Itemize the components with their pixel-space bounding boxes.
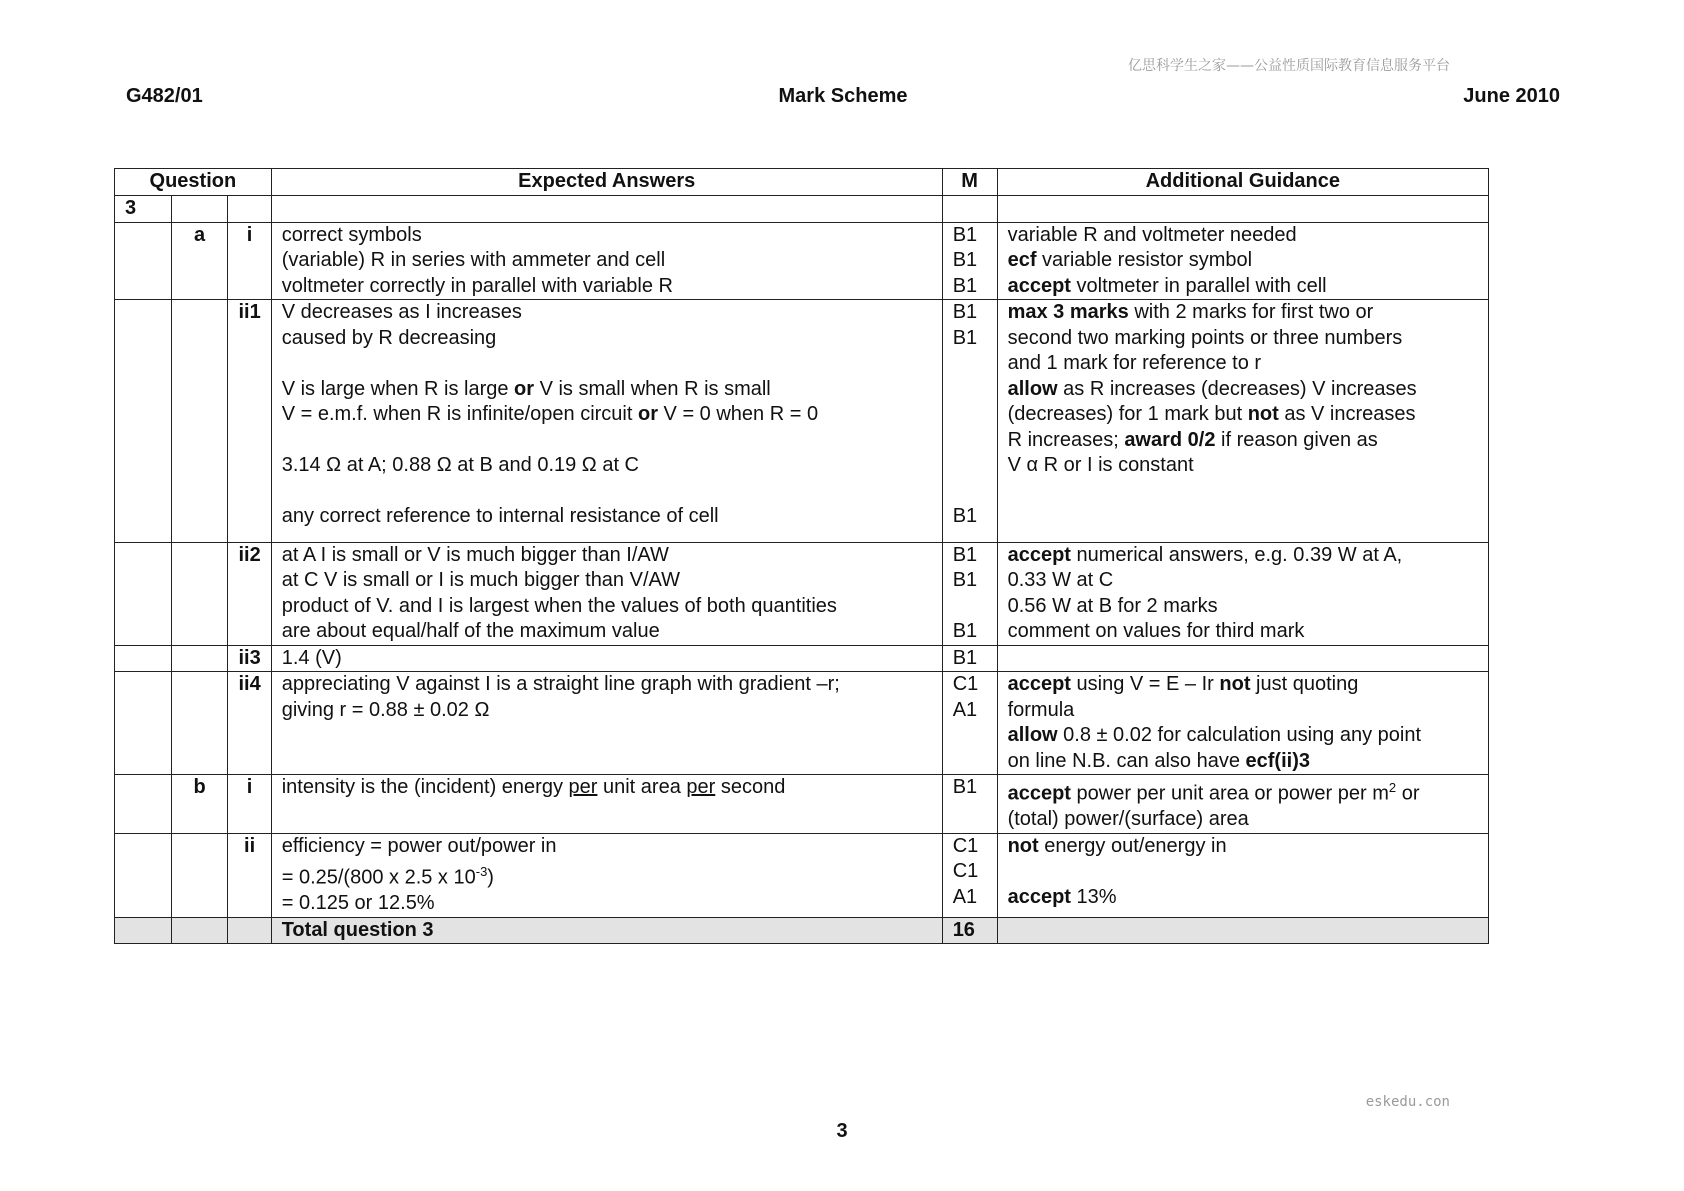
header-additional-guidance: Additional Guidance — [997, 169, 1488, 196]
answer-line: at C V is small or I is much bigger than V/AW — [281, 569, 680, 591]
answer-line: caused by R decreasing — [281, 326, 497, 349]
guidance-cell — [997, 775, 1488, 834]
guidance-keyword: not — [1219, 673, 1251, 695]
answer-underlined: per — [568, 776, 598, 798]
guidance-text: R increases; — [1007, 428, 1125, 451]
answer-line: correct symbols — [281, 223, 422, 246]
empty-cell — [115, 542, 172, 645]
guidance-text: 0.8 ± 0.02 for calculation using any point — [1057, 724, 1422, 746]
mark: B1 — [952, 301, 978, 323]
mark: C1 — [952, 673, 979, 695]
answer-keyword: or — [637, 403, 658, 425]
table-row — [115, 300, 1489, 543]
answer-text: = 0.25/(800 x 2.5 x 10 — [281, 866, 476, 889]
watermark-top: 亿思科学生之家——公益性质国际教育信息服务平台 — [1128, 58, 1450, 74]
answer-line — [282, 859, 932, 891]
empty-cell — [171, 917, 228, 944]
subpart-label: ii — [228, 833, 271, 917]
empty-cell — [942, 196, 997, 223]
guidance-text: on line N.B. can also have — [1007, 749, 1246, 772]
guidance-keyword: award 0/2 — [1124, 428, 1216, 451]
table-header-row — [115, 169, 1489, 196]
guidance-keyword: accept — [1007, 885, 1071, 908]
header-marks: M — [942, 169, 997, 196]
guidance-line — [1008, 749, 1478, 775]
answer-line: V decreases as I increases — [281, 301, 522, 323]
empty-cell — [115, 672, 172, 775]
page-header — [126, 85, 1560, 111]
table-row — [115, 645, 1489, 672]
page-title: Mark Scheme — [778, 85, 908, 107]
answer-text: second — [715, 776, 786, 798]
mark: B1 — [952, 543, 978, 566]
guidance-cell — [997, 542, 1488, 645]
guidance-keyword: accept — [1007, 673, 1071, 695]
empty-cell — [171, 645, 228, 672]
answer-line: 3.14 Ω at A; 0.88 Ω at B and 0.19 Ω at C — [281, 454, 639, 476]
marks-cell — [942, 672, 997, 775]
spacer — [953, 377, 987, 403]
guidance-line — [1008, 775, 1478, 807]
answer-cell — [271, 300, 942, 543]
guidance-keyword: allow — [1007, 724, 1058, 746]
marks-cell — [942, 645, 997, 672]
empty-cell — [271, 196, 942, 223]
answer-keyword: or — [514, 377, 535, 400]
guidance-line: variable R and voltmeter needed — [1007, 223, 1297, 246]
guidance-line: V α R or I is constant — [1007, 454, 1194, 476]
guidance-line: 0.56 W at B for 2 marks — [1007, 594, 1218, 617]
answer-line: appreciating V against I is a straight line graph with gradient –r; — [281, 673, 840, 695]
answer-line — [282, 377, 932, 403]
header-expected-answers: Expected Answers — [271, 169, 942, 196]
guidance-line — [1008, 543, 1478, 569]
spacer — [282, 479, 932, 505]
answer-line: efficiency = power out/power in — [281, 834, 557, 857]
subpart-label: ii2 — [228, 542, 271, 645]
table-row — [115, 542, 1489, 645]
marks-cell — [942, 775, 997, 834]
empty-cell — [997, 645, 1488, 672]
answer-cell — [271, 542, 942, 645]
guidance-text: (decreases) for 1 mark but — [1007, 403, 1248, 425]
guidance-cell — [997, 222, 1488, 300]
empty-cell — [115, 645, 172, 672]
guidance-text: as V increases — [1278, 403, 1416, 425]
exam-date: June 2010 — [1463, 85, 1560, 107]
guidance-line — [1008, 300, 1478, 326]
marks-cell — [942, 222, 997, 300]
guidance-text: if reason given as — [1215, 428, 1378, 451]
answer-text: V is large when R is large — [281, 377, 515, 400]
marks-cell — [942, 542, 997, 645]
answer-text: V = e.m.f. when R is infinite/open circuit — [281, 403, 638, 425]
subpart-label: i — [228, 775, 271, 834]
guidance-cell — [997, 300, 1488, 543]
guidance-cell — [997, 672, 1488, 775]
table-row — [115, 833, 1489, 917]
mark: B1 — [952, 274, 978, 297]
empty-cell — [228, 196, 271, 223]
guidance-line — [1008, 274, 1478, 300]
spacer — [953, 453, 987, 479]
empty-cell — [171, 672, 228, 775]
guidance-line — [1008, 377, 1478, 403]
answer-cell — [271, 672, 942, 775]
total-label: Total question 3 — [271, 917, 942, 944]
empty-cell — [997, 196, 1488, 223]
answer-text: ) — [487, 866, 494, 889]
subpart-label: i — [228, 222, 271, 300]
guidance-keyword: accept — [1007, 274, 1071, 297]
empty-cell — [115, 300, 172, 543]
guidance-line: second two marking points or three numbers — [1007, 326, 1403, 349]
mark: A1 — [952, 698, 978, 721]
superscript: 2 — [1388, 780, 1397, 795]
answer-line: are about equal/half of the maximum value — [281, 620, 660, 642]
guidance-keyword: accept — [1007, 543, 1071, 566]
mark: C1 — [952, 860, 979, 883]
spacer — [1008, 859, 1478, 885]
table-row — [115, 672, 1489, 775]
guidance-text: with 2 marks for first two or — [1128, 301, 1374, 323]
guidance-text: just quoting — [1250, 673, 1359, 695]
guidance-line — [1008, 834, 1478, 860]
guidance-text: using V = E – Ir — [1070, 673, 1220, 695]
guidance-text: as R increases (decreases) V increases — [1057, 377, 1417, 400]
watermark-bottom: eskedu.con — [1365, 1094, 1450, 1110]
answer-line: = 0.125 or 12.5% — [281, 892, 435, 915]
empty-cell — [171, 833, 228, 917]
guidance-line — [1008, 248, 1478, 274]
part-label: b — [171, 775, 228, 834]
mark: B1 — [952, 620, 978, 642]
empty-cell — [228, 917, 271, 944]
mark: B1 — [952, 505, 978, 527]
mark: B1 — [952, 646, 978, 669]
spacer — [953, 351, 987, 377]
guidance-line: and 1 mark for reference to r — [1007, 352, 1262, 374]
spacer — [953, 594, 987, 620]
spacer — [282, 351, 932, 377]
marks-cell — [942, 833, 997, 917]
answer-line: at A I is small or V is much bigger than I/AW — [281, 543, 669, 566]
spacer — [953, 428, 987, 454]
answer-line: product of V. and I is largest when the values of both quantities — [281, 594, 837, 617]
part-label: a — [171, 222, 228, 300]
guidance-line: (total) power/(surface) area — [1007, 808, 1249, 831]
table-row — [115, 222, 1489, 300]
question-number: 3 — [115, 196, 172, 223]
answer-line: voltmeter correctly in parallel with variable R — [281, 274, 673, 297]
guidance-text: voltmeter in parallel with cell — [1070, 274, 1327, 297]
guidance-line: comment on values for third mark — [1007, 620, 1305, 642]
subpart-label: ii4 — [228, 672, 271, 775]
guidance-line — [1008, 885, 1478, 911]
guidance-keyword: accept — [1007, 782, 1071, 805]
mark: B1 — [952, 326, 978, 349]
empty-cell — [115, 222, 172, 300]
answer-text: intensity is the (incident) energy — [281, 776, 569, 798]
paper-code: G482/01 — [126, 85, 203, 107]
guidance-keyword: not — [1247, 403, 1279, 425]
guidance-cell — [997, 833, 1488, 917]
answer-cell — [271, 222, 942, 300]
guidance-text: variable resistor symbol — [1036, 249, 1253, 271]
guidance-keyword: ecf(ii)3 — [1245, 749, 1310, 772]
answer-text: V is small when R is small — [534, 377, 771, 400]
guidance-keyword: ecf — [1007, 249, 1037, 271]
mark: B1 — [952, 249, 978, 271]
answer-line — [282, 775, 932, 801]
guidance-text: 13% — [1070, 885, 1117, 908]
subpart-label: ii1 — [228, 300, 271, 543]
spacer — [953, 402, 987, 428]
mark: B1 — [952, 569, 978, 591]
guidance-line — [1008, 672, 1478, 698]
spacer — [953, 479, 987, 505]
header-question: Question — [115, 169, 272, 196]
empty-cell — [115, 833, 172, 917]
mark: C1 — [952, 834, 979, 857]
answer-text: unit area — [597, 776, 687, 798]
empty-cell — [997, 917, 1488, 944]
mark: B1 — [952, 223, 978, 246]
guidance-line — [1008, 428, 1478, 454]
page-number: 3 — [836, 1120, 848, 1142]
guidance-keyword: allow — [1007, 377, 1058, 400]
guidance-text: energy out/energy in — [1038, 834, 1227, 857]
guidance-line: formula — [1007, 698, 1075, 721]
mark-scheme-table — [114, 168, 1489, 944]
answer-cell — [271, 645, 942, 672]
empty-cell — [115, 917, 172, 944]
guidance-line — [1008, 402, 1478, 428]
guidance-text: or — [1396, 782, 1420, 805]
empty-cell — [171, 196, 228, 223]
guidance-line: 0.33 W at C — [1007, 569, 1114, 591]
mark: B1 — [952, 776, 978, 798]
subpart-label: ii3 — [228, 645, 271, 672]
empty-cell — [115, 775, 172, 834]
answer-line — [282, 402, 932, 428]
guidance-keyword: not — [1007, 834, 1039, 857]
answer-underlined: per — [686, 776, 716, 798]
answer-line: (variable) R in series with ammeter and cell — [281, 249, 666, 271]
guidance-line — [1008, 723, 1478, 749]
marks-cell — [942, 300, 997, 543]
empty-cell — [171, 300, 228, 543]
answer-line: any correct reference to internal resistance of cell — [281, 505, 719, 527]
spacer — [282, 428, 932, 454]
table-row — [115, 196, 1489, 223]
answer-line: giving r = 0.88 ± 0.02 Ω — [281, 698, 490, 721]
answer-text: V = 0 when R = 0 — [657, 403, 819, 425]
answer-cell — [271, 775, 942, 834]
guidance-keyword: max 3 marks — [1007, 301, 1129, 323]
table-row — [115, 775, 1489, 834]
answer-line: 1.4 (V) — [281, 646, 342, 669]
answer-cell — [271, 833, 942, 917]
guidance-text: power per unit area or power per m — [1070, 782, 1389, 805]
total-marks: 16 — [942, 917, 997, 944]
guidance-text: numerical answers, e.g. 0.39 W at A, — [1070, 543, 1403, 566]
empty-cell — [171, 542, 228, 645]
superscript: -3 — [475, 864, 488, 880]
total-row — [115, 917, 1489, 944]
mark: A1 — [952, 885, 978, 908]
